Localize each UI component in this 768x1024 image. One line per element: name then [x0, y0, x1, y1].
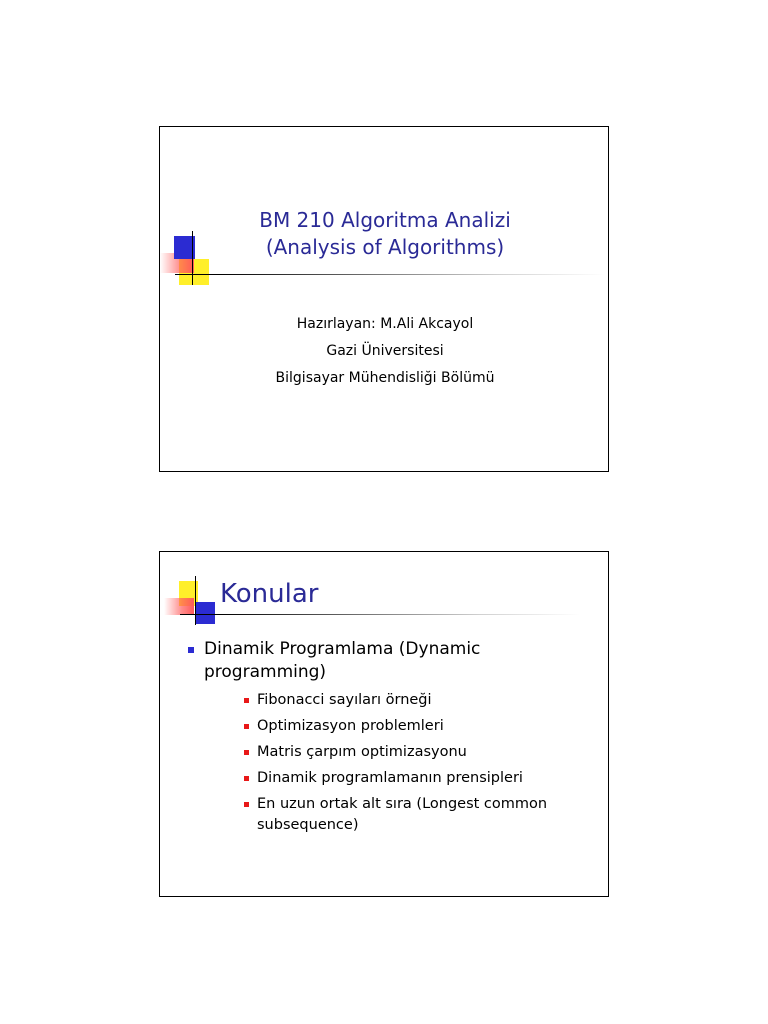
prepared-by: Hazırlayan: M.Ali Akcayol: [296, 316, 474, 332]
horizontal-rule: [180, 614, 580, 615]
list-item: [243, 716, 592, 737]
list-item: [182, 638, 592, 836]
red-square: [164, 598, 194, 615]
author-info: [200, 311, 570, 392]
list-item: [243, 690, 592, 711]
list-item: [243, 794, 592, 836]
title-line-2: (Analysis of Algorithms): [265, 235, 505, 259]
vertical-line: [192, 231, 193, 285]
subtopic-label: Dinamik programlamanın prensipleri: [257, 770, 523, 786]
slide-2: [159, 551, 609, 897]
university: Gazi Üniversitesi: [326, 343, 444, 359]
subtopic-label: Optimizasyon problemleri: [257, 718, 444, 734]
slide-title: [220, 207, 550, 261]
subtopic-label: Fibonacci sayıları örneği: [257, 692, 432, 708]
department: Bilgisayar Mühendisliği Bölümü: [275, 370, 495, 386]
square-bullet-icon: [188, 647, 194, 653]
square-bullet-icon: [244, 724, 249, 729]
horizontal-rule: [175, 274, 605, 275]
subtopic-label: Matris çarpım optimizasyonu: [257, 744, 467, 760]
square-bullet-icon: [244, 750, 249, 755]
list-item: [243, 742, 592, 763]
subtopic-list: [204, 690, 592, 836]
vertical-line: [195, 576, 196, 625]
square-bullet-icon: [244, 698, 249, 703]
square-bullet-icon: [244, 802, 249, 807]
slide-title: Konular: [220, 579, 319, 609]
topic-label: Dinamik Programlama (Dynamic programming): [204, 639, 481, 682]
title-line-1: BM 210 Algoritma Analizi: [259, 208, 511, 232]
topic-list: [182, 638, 592, 841]
blue-square: [195, 602, 215, 624]
subtopic-label: En uzun ortak alt sıra (Longest common subsequence): [257, 796, 548, 833]
list-item: [243, 768, 592, 789]
slide-1: [159, 126, 609, 472]
square-bullet-icon: [244, 776, 249, 781]
